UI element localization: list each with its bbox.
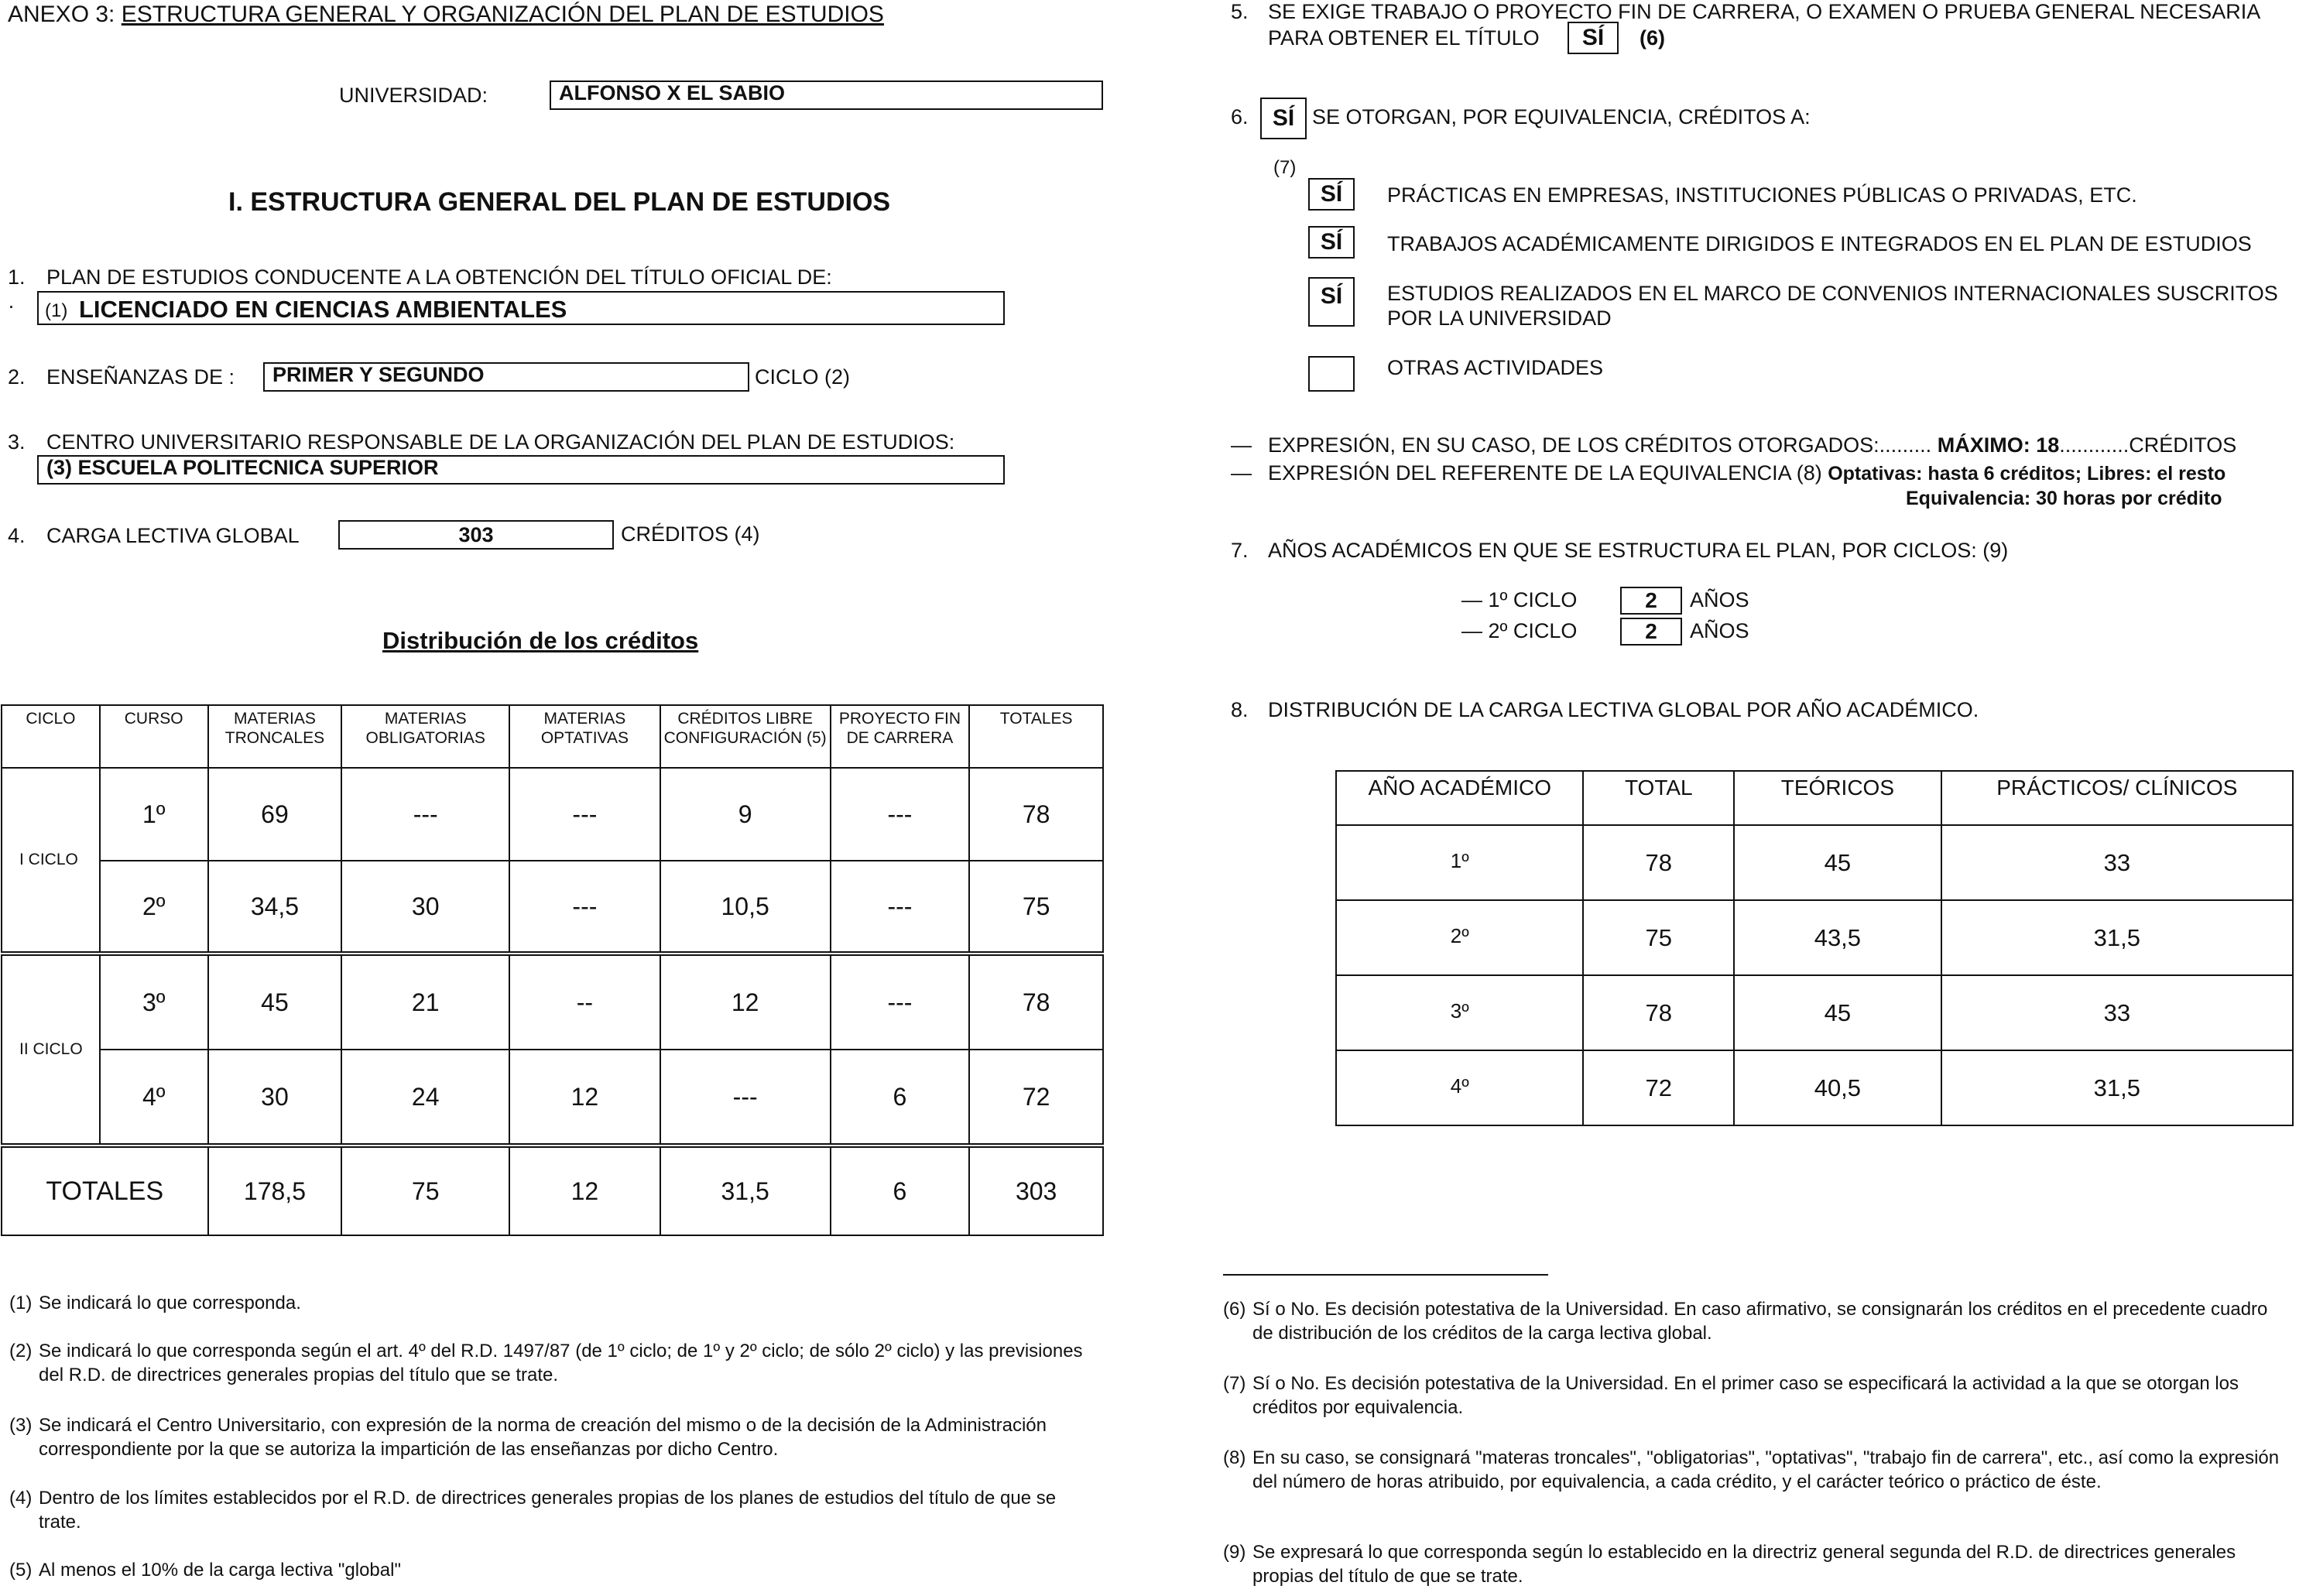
option-text-practicas: PRÁCTICAS EN EMPRESAS, INSTITUCIONES PÚBLICAS O PRIVADAS, ETC.	[1387, 183, 2137, 207]
item5-ref: (6)	[1640, 26, 1665, 50]
table-cell: 30	[341, 861, 509, 954]
item6-label: SE OTORGAN, POR EQUIVALENCIA, CRÉDITOS A:	[1312, 105, 1811, 128]
item6-answer-box: SÍ	[1260, 98, 1307, 139]
table-cell: 45	[1734, 975, 1941, 1050]
header-troncales: MATERIAS TRONCALES	[208, 705, 342, 768]
header-curso: CURSO	[100, 705, 208, 768]
item4-label: CARGA LECTIVA GLOBAL	[46, 524, 300, 547]
header-obligatorias: MATERIAS OBLIGATORIAS	[341, 705, 509, 768]
option-text-convenios-2: POR LA UNIVERSIDAD	[1387, 307, 1612, 330]
footnote: (6) Sí o No. Es decisión potestativa de la Universidad. En caso afirmativo, se consignarán los créditos en el precedente cuadro de distribución de los créditos de la carga lectiva global.	[1223, 1299, 2268, 1344]
footnote: (4) Dentro de los límites establecidos por el R.D. de directrices generales propias de los planes de estudios del título de que se trate.	[9, 1488, 1057, 1533]
footnote: (3) Se indicará el Centro Universitario, con expresión de la norma de creación del mismo o de la decisión de la Administración correspondiente por la que se autoriza la impartición de las enseñanzas por dicho Centro.	[9, 1415, 1047, 1461]
header-total: TOTAL	[1583, 771, 1734, 825]
item8-label: DISTRIBUCIÓN DE LA CARGA LECTIVA GLOBAL POR AÑO ACADÉMICO.	[1268, 698, 1979, 721]
table-cell: 33	[1941, 825, 2293, 900]
table-cell: 78	[1583, 975, 1734, 1050]
table-cell: 75	[1583, 900, 1734, 975]
item2-suffix: CICLO (2)	[755, 365, 851, 389]
table-cell: 75	[341, 1146, 509, 1235]
carga-field: 303	[338, 520, 614, 550]
expr2-dash: —	[1231, 461, 1252, 485]
section-title: I. ESTRUCTURA GENERAL DEL PLAN DE ESTUDIOS	[228, 187, 891, 217]
footnote-rule	[1223, 1274, 1548, 1276]
annex-heading	[8, 2, 884, 28]
table-row	[2, 861, 1103, 954]
footnote: (2) Se indicará lo que corresponda según el art. 4º del R.D. 1497/87 (de 1º ciclo; de 1º y 2º ciclo; de sólo 2º ciclo) y las previsiones del R.D. de directrices generales propias del título que se trate.	[9, 1341, 1083, 1386]
year-header-row	[1336, 771, 2293, 825]
table-cell: 78	[1583, 825, 1734, 900]
table-cell: ---	[660, 1050, 831, 1146]
option-mark-trabajos: SÍ	[1308, 226, 1355, 259]
annex-prefix: ANEXO 3:	[8, 2, 115, 27]
expr1-dash: —	[1231, 433, 1252, 457]
option-text-otras: OTRAS ACTIVIDADES	[1387, 356, 1604, 379]
item5-num: 5.	[1231, 0, 1249, 23]
item4-suffix: CRÉDITOS (4)	[621, 522, 760, 546]
item1-num: 1.	[8, 265, 26, 289]
ciclo2-label: — 2º CICLO	[1461, 619, 1578, 642]
dist-title: Distribución de los créditos	[382, 627, 699, 654]
table-cell: 43,5	[1734, 900, 1941, 975]
ciclo2-anos: AÑOS	[1690, 619, 1749, 642]
header-practicos: PRÁCTICOS/ CLÍNICOS	[1941, 771, 2293, 825]
header-ciclo: CICLO	[2, 705, 100, 768]
titulo-field	[37, 291, 1005, 325]
table-cell: 10,5	[660, 861, 831, 954]
table-row	[2, 1050, 1103, 1146]
table-cell: 2º	[1336, 900, 1583, 975]
ensenanzas-field: PRIMER Y SEGUNDO	[263, 362, 749, 392]
credits-table	[1, 704, 1104, 1236]
expr1-suffix: ............CRÉDITOS	[2059, 433, 2237, 457]
item8-num: 8.	[1231, 698, 1249, 721]
ciclo1-label: — 1º CICLO	[1461, 588, 1578, 611]
table-cell: 1º	[1336, 825, 1583, 900]
table-row	[2, 954, 1103, 1050]
table-cell: ---	[509, 861, 660, 954]
table-row	[1336, 1050, 2293, 1125]
item7-label: AÑOS ACADÉMICOS EN QUE SE ESTRUCTURA EL PLAN, POR CICLOS: (9)	[1268, 539, 2009, 562]
footnote: (1) Se indicará lo que corresponda.	[9, 1293, 301, 1313]
year-table	[1335, 770, 2294, 1126]
totals-label: TOTALES	[2, 1146, 208, 1235]
table-cell: 9	[660, 768, 831, 861]
table-cell: 24	[341, 1050, 509, 1146]
option-mark-otras	[1308, 356, 1355, 392]
table-row	[2, 768, 1103, 861]
table-cell: ---	[341, 768, 509, 861]
expr2-value2: Equivalencia: 30 horas por crédito	[1906, 488, 2222, 509]
table-cell: 1º	[100, 768, 208, 861]
table-cell: ---	[831, 768, 970, 861]
totals-row	[2, 1146, 1103, 1235]
option-text-convenios: ESTUDIOS REALIZADOS EN EL MARCO DE CONVENIOS INTERNACIONALES SUSCRITOS	[1387, 282, 2278, 305]
table-cell: 34,5	[208, 861, 342, 954]
item6-ref: (7)	[1273, 157, 1297, 178]
table-cell: 33	[1941, 975, 2293, 1050]
header-totales: TOTALES	[969, 705, 1103, 768]
footnote: (9) Se expresará lo que corresponda según lo establecido en la directriz general segunda del R.D. de directrices generales propias del título de que se trate.	[1223, 1542, 2236, 1587]
table-cell: --	[509, 954, 660, 1050]
table-row	[1336, 825, 2293, 900]
titulo-ref: (1)	[45, 300, 68, 321]
table-cell: 45	[208, 954, 342, 1050]
item5-line1: SE EXIGE TRABAJO O PROYECTO FIN DE CARRERA, O EXAMEN O PRUEBA GENERAL NECESARIA	[1268, 0, 2261, 23]
item4-num: 4.	[8, 524, 26, 547]
table-cell: 45	[1734, 825, 1941, 900]
header-libre: CRÉDITOS LIBRE CONFIGURACIÓN (5)	[660, 705, 831, 768]
table-cell: 4º	[100, 1050, 208, 1146]
item3-num: 3.	[8, 430, 26, 454]
expr2-value: Optativas: hasta 6 créditos; Libres: el resto	[1828, 463, 2226, 485]
table-cell: 303	[969, 1146, 1103, 1235]
header-teoricos: TEÓRICOS	[1734, 771, 1941, 825]
item3-label: CENTRO UNIVERSITARIO RESPONSABLE DE LA ORGANIZACIÓN DEL PLAN DE ESTUDIOS:	[46, 430, 955, 454]
universidad-field: ALFONSO X EL SABIO	[550, 80, 1103, 110]
ciclo2-years-box: 2	[1620, 618, 1682, 646]
table-cell: 72	[969, 1050, 1103, 1146]
table-cell: 72	[1583, 1050, 1734, 1125]
centro-field: (3) ESCUELA POLITECNICA SUPERIOR	[37, 455, 1005, 485]
ciclo-2-cell: II CICLO	[2, 954, 100, 1146]
table-cell: 40,5	[1734, 1050, 1941, 1125]
table-cell: 31,5	[1941, 1050, 2293, 1125]
table-row	[1336, 900, 2293, 975]
expr2-line	[1268, 461, 2225, 485]
option-mark-practicas: SÍ	[1308, 178, 1355, 211]
table-cell: ---	[831, 954, 970, 1050]
option-mark-convenios: SÍ	[1308, 277, 1355, 327]
table-cell: 31,5	[660, 1146, 831, 1235]
footnote: (5) Al menos el 10% de la carga lectiva "global"	[9, 1560, 401, 1581]
table-cell: 78	[969, 954, 1103, 1050]
table-cell: 12	[509, 1146, 660, 1235]
item2-num: 2.	[8, 365, 26, 389]
ciclo-1-cell: I CICLO	[2, 768, 100, 954]
table-cell: 3º	[1336, 975, 1583, 1050]
annex-title: ESTRUCTURA GENERAL Y ORGANIZACIÓN DEL PLAN DE ESTUDIOS	[121, 2, 884, 27]
table-cell: 6	[831, 1050, 970, 1146]
item1-label: PLAN DE ESTUDIOS CONDUCENTE A LA OBTENCIÓN DEL TÍTULO OFICIAL DE:	[46, 265, 832, 289]
table-cell: 3º	[100, 954, 208, 1050]
footnote: (7) Sí o No. Es decisión potestativa de la Universidad. En el primer caso se especificará la actividad a la que se otorgan los créditos por equivalencia.	[1223, 1373, 2239, 1419]
table-cell: 21	[341, 954, 509, 1050]
table-row	[1336, 975, 2293, 1050]
item1-bullet: ·	[8, 294, 15, 317]
item6-num: 6.	[1231, 105, 1249, 128]
table-cell: 78	[969, 768, 1103, 861]
table-cell: 30	[208, 1050, 342, 1146]
universidad-label: UNIVERSIDAD:	[339, 84, 488, 107]
header-proyecto: PROYECTO FIN DE CARRERA	[831, 705, 970, 768]
table-cell: 6	[831, 1146, 970, 1235]
ciclo1-anos: AÑOS	[1690, 588, 1749, 611]
credits-header-row	[2, 705, 1103, 768]
table-cell: 31,5	[1941, 900, 2293, 975]
table-cell: 75	[969, 861, 1103, 954]
table-cell: 12	[509, 1050, 660, 1146]
ciclo1-years-box: 2	[1620, 587, 1682, 615]
header-ano: AÑO ACADÉMICO	[1336, 771, 1583, 825]
table-cell: ---	[831, 861, 970, 954]
item7-num: 7.	[1231, 539, 1249, 562]
footnote: (8) En su caso, se consignará "materas troncales", "obligatorias", "optativas", "trabajo fin de carrera", etc., así como la expresión del número de horas atribuido, por equivalencia, a cada crédito, y el carácter teórico o práctico de éste.	[1223, 1447, 2280, 1493]
table-cell: 12	[660, 954, 831, 1050]
header-optativas: MATERIAS OPTATIVAS	[509, 705, 660, 768]
expr1-line	[1268, 433, 2236, 457]
option-text-trabajos: TRABAJOS ACADÉMICAMENTE DIRIGIDOS E INTEGRADOS EN EL PLAN DE ESTUDIOS	[1387, 232, 2252, 255]
titulo-value: LICENCIADO EN CIENCIAS AMBIENTALES	[79, 296, 567, 323]
item5-line2: PARA OBTENER EL TÍTULO	[1268, 26, 1540, 50]
item5-answer-box: SÍ	[1568, 22, 1619, 54]
table-cell: 4º	[1336, 1050, 1583, 1125]
item2-label: ENSEÑANZAS DE :	[46, 365, 235, 389]
table-cell: 69	[208, 768, 342, 861]
table-cell: ---	[509, 768, 660, 861]
table-cell: 2º	[100, 861, 208, 954]
expr1-label: EXPRESIÓN, EN SU CASO, DE LOS CRÉDITOS OTORGADOS:.........	[1268, 433, 1932, 457]
expr2-label: EXPRESIÓN DEL REFERENTE DE LA EQUIVALENCIA (8)	[1268, 461, 1822, 485]
table-cell: 178,5	[208, 1146, 342, 1235]
expr1-value: MÁXIMO: 18	[1937, 433, 2060, 457]
